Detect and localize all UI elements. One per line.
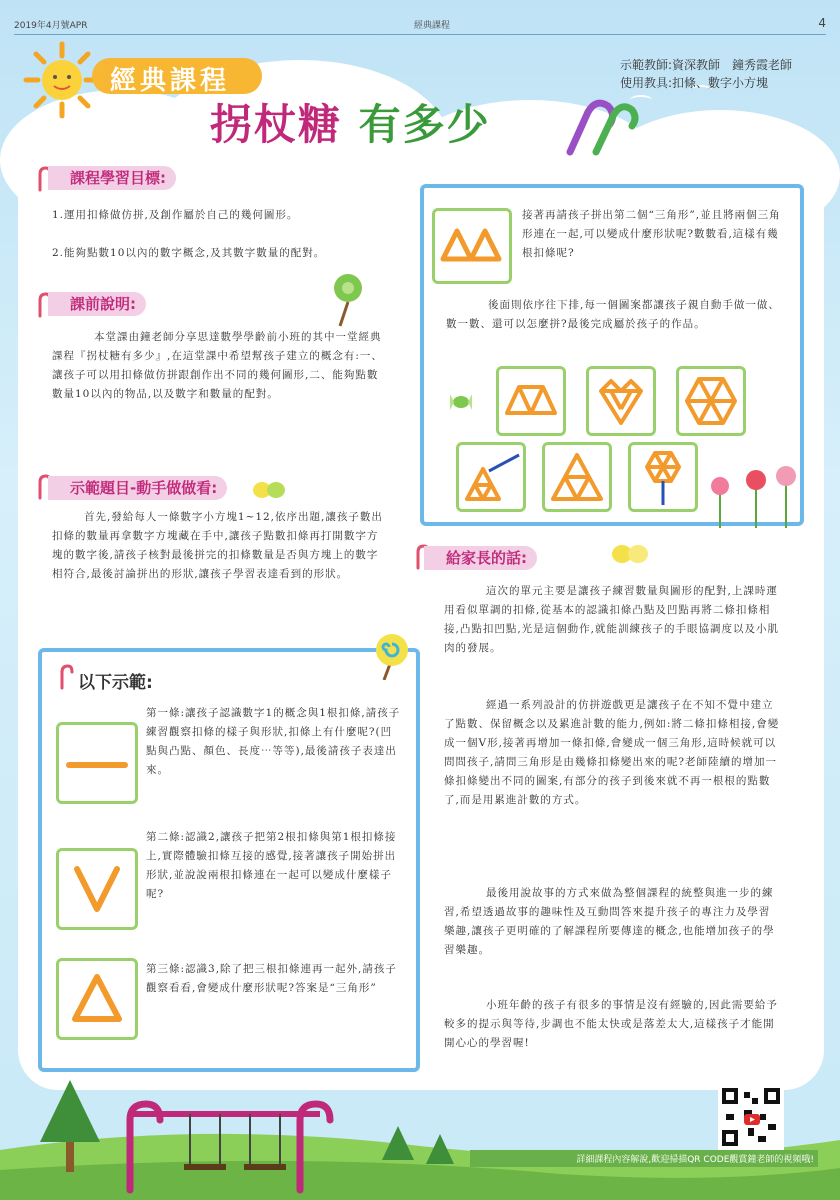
shape-tile-row2-1 xyxy=(456,442,526,512)
shape-tile-row2-2 xyxy=(542,442,612,512)
candy-icon xyxy=(446,390,476,414)
title-part-1: 拐杖糖 xyxy=(210,100,343,149)
intro-heading: 課前說明: xyxy=(48,292,146,316)
qr-note: 詳細課程內容解說,歡迎掃描QR CODE觀賞鐘老師的視頻哦! xyxy=(470,1150,818,1167)
lollipop-swirl-icon xyxy=(372,632,412,680)
demo-topic-paragraph: 首先,發給每人一條數字小方塊1~12,依序出題,讓孩子數出扣條的數量再拿數字方塊藏在手中,讓孩子點數扣條再打開數字方塊的數字後,請孩子核對最後拼完的扣條數量是否與方塊上的數字相符合,最後討論拼出的形狀,讓孩子學習表達看到的形狀。 xyxy=(52,511,383,580)
parents-paragraph: 最後用說故事的方式來做為整個課程的統整與進一步的練習,希望透過故事的趣味性及互動問答來提升孩子的專注力及學習樂趣,讓孩子更明確的了解課程所要傳達的概念,也能增加孩子的學習樂趣。 xyxy=(444,887,775,956)
header-section: 經典課程 xyxy=(414,21,451,31)
goals-heading: 課程學習目標: xyxy=(48,166,176,190)
example-item: 第二條:認識2,讓孩子把第2根扣條與第1根扣條接上,實際體驗扣條互接的感覺,接著讓孩子開始拼出形狀,並說說兩根扣條連在一起可以變成什麼樣子呢? xyxy=(146,831,397,900)
butterfly-icon xyxy=(252,478,286,504)
shape-tile-row1-2 xyxy=(586,366,656,436)
issue-date: 2019年4月號APR xyxy=(14,21,88,31)
shape-tile-row1-1 xyxy=(496,366,566,436)
teacher-credit: 示範教師:資深教師 鐘秀霞老師 xyxy=(620,58,793,72)
stick-v-icon xyxy=(59,851,135,927)
large-triangle-icon xyxy=(545,445,609,509)
materials-credit: 使用教具:扣條、數字小方塊 xyxy=(620,76,769,90)
stick-two-tile xyxy=(56,848,138,930)
demo-topic-heading: 示範題目-動手做做看: xyxy=(48,476,227,500)
trapezoid-triangles-icon xyxy=(499,369,563,433)
ground-scene xyxy=(0,1080,840,1200)
stick-one-tile xyxy=(56,722,138,804)
parents-paragraph: 小班年齡的孩子有很多的事情是沒有經驗的,因此需要給予較多的提示與等待,步調也不能太快或是落差太大,這樣孩子才能開開心心的學習喔! xyxy=(444,999,778,1049)
candy-cane-icon xyxy=(560,96,640,156)
shape-tile-row1-3 xyxy=(676,366,746,436)
qr-code[interactable] xyxy=(718,1084,784,1150)
stick-triangle-icon xyxy=(59,961,135,1037)
sun-icon xyxy=(22,40,102,120)
two-triangles-icon xyxy=(435,211,509,281)
candy-cane-icon xyxy=(58,664,74,690)
right-box-paragraph: 後面則依序往下排,每一個圖案都讓孩子親自動手做一做、數一數、還可以怎麼拼?最後完成屬於孩子的作品。 xyxy=(446,299,780,330)
heart-hexagon-icon xyxy=(589,369,653,433)
parents-paragraph: 這次的單元主要是讓孩子練習數量與圖形的配對,上課時運用看似單調的扣條,從基本的認識扣條凸點及凹點再將二條扣條相接,凸點扣凹點,光是這個動作,就能訓練孩子的手眼協調度以及小肌肉的發展。 xyxy=(444,585,780,654)
example-item: 第一條:讓孩子認識數字1的概念與1根扣條,請孩子練習觀察扣條的樣子與形狀,扣條上有什麼呢?(凹點與凸點、顏色、長度⋯等等),最後請孩子表達出來。 xyxy=(146,707,401,776)
two-triangles-tile xyxy=(432,208,512,284)
right-box-paragraph: 接著再請孩子拼出第二個“三角形”,並且將兩個三角形連在一起,可以變成什麼形狀呢?數數看,這樣有幾根扣條呢? xyxy=(522,209,781,259)
bird-icon xyxy=(300,70,322,80)
parents-heading: 給家長的話: xyxy=(424,546,537,570)
hexagon-lollipop-icon xyxy=(631,445,695,509)
goal-item: 2.能夠點數10以內的數字概念,及其數字數量的配對。 xyxy=(52,247,326,259)
title-part-2: 有多少 xyxy=(358,100,491,149)
intro-paragraph: 本堂課由鐘老師分享思達數學學齡前小班的其中一堂經典課程『拐杖糖有多少』,在這堂課中希望幫孩子建立的概念有:一、讓孩子可以用扣條做仿拼跟創作出不同的幾何圖形,二、能夠點數數量10以內的物品,以及數字和數量的配對。 xyxy=(52,331,383,400)
banner-label-text: 經典課程 xyxy=(110,66,231,96)
hexagon-icon xyxy=(679,369,743,433)
stick-three-tile xyxy=(56,958,138,1040)
page-number: 4 xyxy=(818,16,826,30)
triangles-with-line-icon xyxy=(459,445,523,509)
lollipop-icon xyxy=(330,272,366,328)
examples-heading: 以下示範: xyxy=(78,673,153,693)
parents-paragraph: 經過一系列設計的仿拼遊戲更是讓孩子在不知不覺中建立了點數、保留概念以及累進計數的能力,例如:將二條扣條相接,會變成一個V形,接著再增加一條扣條,會變成一個三角形,這時候就可以問問孩子,請問三角形是由幾條扣條變出來的呢?老師陸續的增加一條扣條變出不同的圖案,有部分的孩子到後來就不再一根根的點數了,而是用累進計數的方式。 xyxy=(444,699,780,806)
butterfly-icon xyxy=(610,540,650,570)
stick-line-icon xyxy=(59,725,135,801)
flowers-icon xyxy=(700,462,810,530)
page-header xyxy=(14,14,826,35)
shape-tile-row2-3 xyxy=(628,442,698,512)
goal-item: 1.運用扣條做仿拼,及創作屬於自己的幾何圖形。 xyxy=(52,209,299,221)
example-item: 第三條:認識3,除了把三根扣條連再一起外,請孩子觀察看看,會變成什麼形狀呢?答案是“三角形” xyxy=(146,963,397,994)
page-title xyxy=(210,92,491,152)
